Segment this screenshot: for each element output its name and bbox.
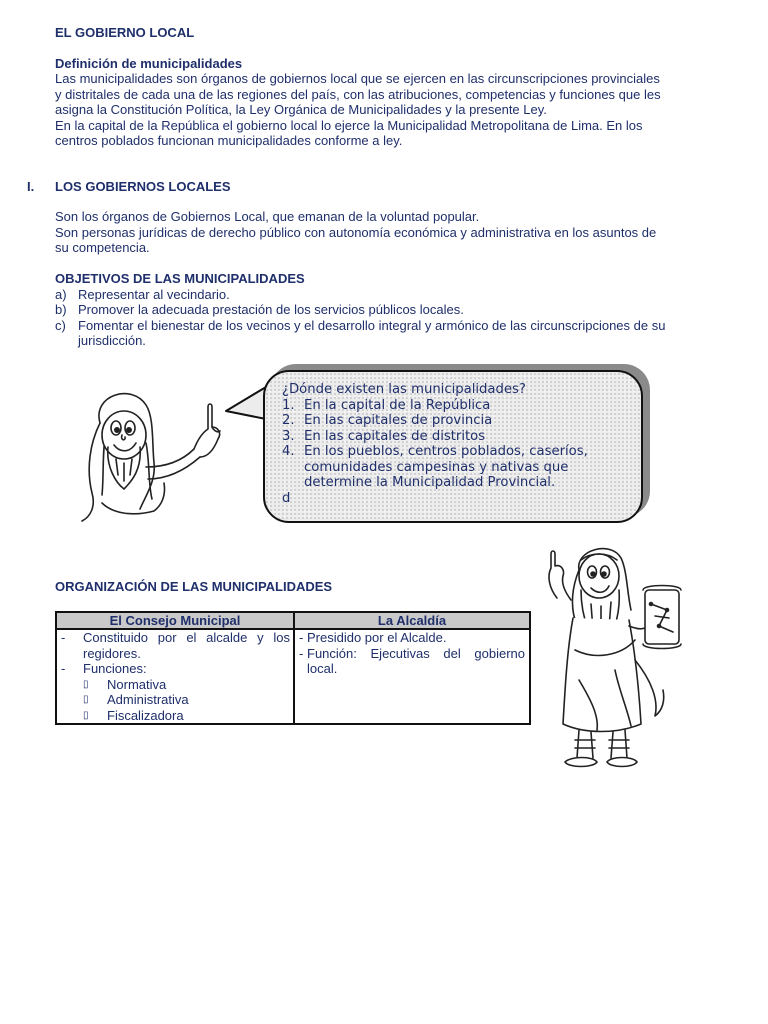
- section-line: Son personas jurídicas de derecho público con autonomía económica y administrativa en los asuntos de: [55, 224, 657, 240]
- sub-list-item: [57, 677, 293, 693]
- list-text: En las capitales de provincia: [304, 413, 493, 428]
- list-text: Funciones:: [83, 661, 147, 676]
- list-item: [55, 302, 722, 317]
- bubble-question: ¿Dónde existen las municipalidades?: [282, 382, 526, 397]
- bullet-icon: ▯: [83, 694, 89, 705]
- list-item: [55, 318, 722, 349]
- dash-marker: -: [299, 645, 304, 661]
- speech-bubble: [263, 370, 643, 523]
- bullet-icon: ▯: [83, 678, 89, 690]
- dash-marker: -: [61, 630, 66, 645]
- list-text: Promover la adecuada prestación de los servicios públicos locales.: [78, 302, 464, 318]
- section-number: I.: [27, 179, 35, 194]
- list-item: [55, 287, 722, 302]
- table-header-mayoralty: La Alcaldía: [294, 612, 530, 629]
- page-title: EL GOBIERNO LOCAL: [55, 25, 195, 40]
- definition-heading: Definición de municipalidades: [55, 56, 243, 71]
- list-item: [57, 630, 293, 661]
- character-with-scroll-illustration: [535, 540, 685, 780]
- list-number: 3.: [282, 428, 295, 444]
- section-line: su competencia.: [55, 240, 150, 256]
- list-item: [282, 444, 627, 491]
- list-marker: a): [55, 287, 67, 302]
- list-number: 4.: [282, 444, 295, 459]
- list-marker: c): [55, 317, 66, 333]
- objectives-heading: OBJETIVOS DE LAS MUNICIPALIDADES: [55, 271, 305, 286]
- list-item: [282, 398, 627, 414]
- list-text: Normativa: [107, 676, 167, 692]
- definition-paragraph: [55, 71, 722, 149]
- list-text: Constituido por el alcalde y los regidores.: [83, 630, 290, 661]
- section-line: Son los órganos de Gobiernos Local, que emanan de la voluntad popular.: [55, 209, 480, 224]
- definition-line: centros poblados funcionan municipalidades conforme a ley.: [55, 133, 403, 149]
- definition-line: Las municipalidades son órganos de gobiernos local que se ejercen en las circunscripciones provinciales: [55, 71, 660, 86]
- list-item: [282, 413, 627, 429]
- list-text: Función: Ejecutivas del gobierno local.: [307, 645, 525, 676]
- definition-line: En la capital de la República el gobierno local lo ejerce la Municipalidad Metropolitana de Lima. En los: [55, 117, 643, 133]
- list-number: 2.: [282, 413, 295, 428]
- sub-list-item: [57, 708, 293, 724]
- table-cell-mayoralty: [294, 629, 530, 724]
- dash-marker: -: [299, 630, 304, 645]
- character-illustration: [62, 383, 232, 523]
- sub-list-item: [57, 692, 293, 708]
- objectives-list: [55, 287, 722, 349]
- section-heading: LOS GOBIERNOS LOCALES: [55, 179, 231, 194]
- list-number: 1.: [282, 397, 295, 413]
- table-header-council: El Consejo Municipal: [56, 612, 294, 629]
- section-paragraph: [55, 209, 722, 256]
- organization-table: [55, 611, 531, 725]
- list-text: Presidido por el Alcalde.: [307, 630, 447, 645]
- list-text: Representar al vecindario.: [78, 287, 230, 302]
- list-item: [295, 630, 529, 646]
- list-text: Fomentar el bienestar de los vecinos y el desarrollo integral y armónico de las circunscripciones de su jurisdicción.: [78, 317, 666, 349]
- list-text: En las capitales de distritos: [304, 428, 486, 444]
- list-item: [295, 646, 529, 677]
- list-item: [57, 661, 293, 677]
- bullet-icon: ▯: [83, 709, 89, 721]
- list-text: En los pueblos, centros poblados, caseríos, comunidades campesinas y nativas que determine la Municipalidad Provincial.: [304, 444, 588, 490]
- table-cell-council: [56, 629, 294, 724]
- list-text: Administrativa: [107, 692, 189, 707]
- list-text: En la capital de la República: [304, 397, 491, 413]
- table-header-row: [56, 612, 530, 629]
- list-text: Fiscalizadora: [107, 707, 184, 723]
- organization-heading: ORGANIZACIÓN DE LAS MUNICIPALIDADES: [55, 579, 333, 594]
- definition-line: asigna la Constitución Política, la Ley Orgánica de Municipalidades y la presente Ley.: [55, 102, 547, 118]
- table-row: [56, 629, 530, 724]
- definition-line: y distritales de cada una de las regiones del país, con las atribuciones, competencias y funciones que les: [55, 86, 661, 102]
- bubble-trailing-text: d: [282, 490, 291, 506]
- list-item: [282, 429, 627, 445]
- list-marker: b): [55, 302, 67, 318]
- dash-marker: -: [61, 661, 66, 676]
